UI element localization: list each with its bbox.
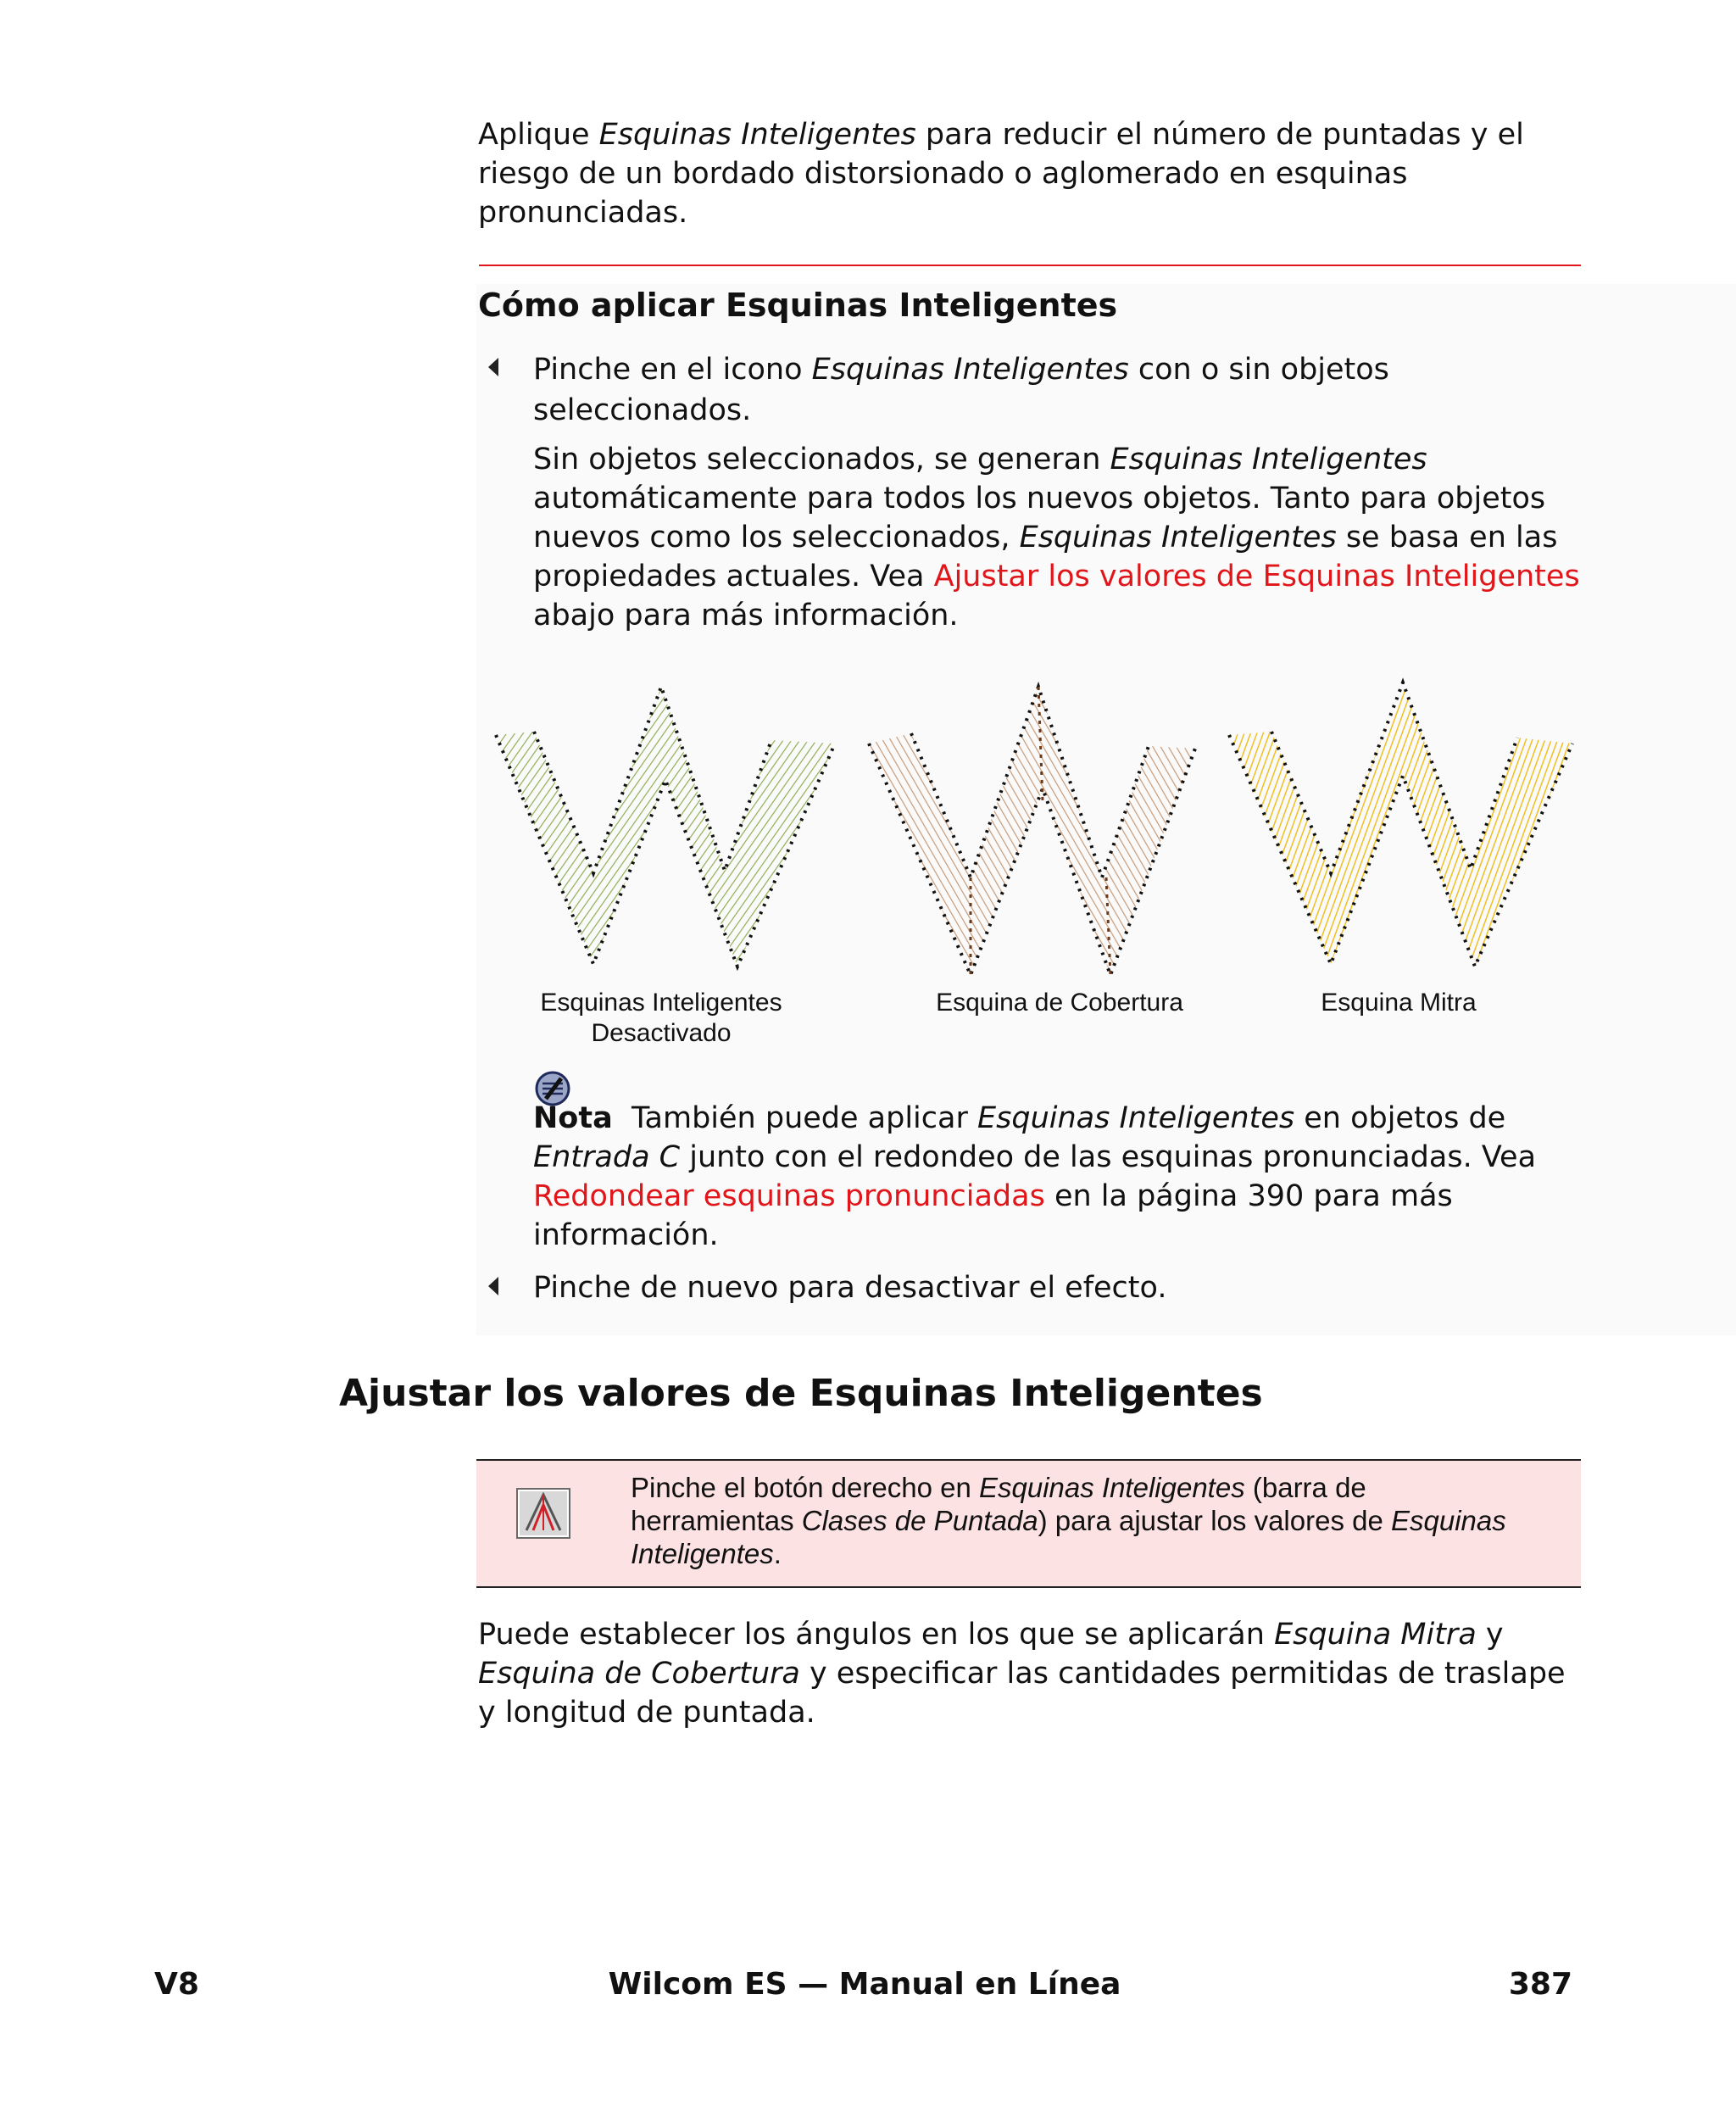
section-heading: Cómo aplicar Esquinas Inteligentes: [478, 287, 1118, 324]
footer-version: V8: [154, 1967, 199, 2002]
step-1: Pinche en el icono Esquinas Inteligentes con o sin objetos seleccionados.: [533, 353, 1389, 427]
note-block: Nota También puede aplicar Esquinas Inteligentes en objetos de Entrada C junto con el redondeo de las esquinas pronunciadas. Vea Redondear esquinas pronunciadas en la página 390 para más información.: [533, 1101, 1537, 1252]
intro-paragraph: Aplique Esquinas Inteligentes para reducir el número de puntadas y el riesgo de un bordado distorsionado o aglomerado en esquinas pronunciadas.: [478, 118, 1524, 230]
link-adjust-smart-corners[interactable]: Ajustar los valores de Esquinas Inteligentes: [933, 560, 1580, 593]
bullet-arrow-icon: [488, 1277, 498, 1295]
figure-caption-miter: Esquina Mitra: [1321, 989, 1477, 1017]
footer-title: Wilcom ES — Manual en Línea: [608, 1967, 1121, 2002]
tip-text: Pinche el botón derecho en Esquinas Inteligentes (barra de herramientas Clases de Puntada) para ajustar los valores de Esquinas Inteligentes.: [631, 1472, 1506, 1569]
page-number: 387: [1508, 1967, 1572, 2002]
corner-comparison-figure: [479, 666, 1581, 988]
figure-caption-off: Esquinas Inteligentes Desactivado: [540, 989, 782, 1047]
toolbar-tip-box: [476, 1459, 1581, 1588]
figure-caption-cover: Esquina de Cobertura: [936, 989, 1183, 1017]
step-2: Pinche de nuevo para desactivar el efecto.: [533, 1271, 1167, 1305]
bullet-arrow-icon: [488, 358, 498, 376]
section-2-heading: Ajustar los valores de Esquinas Inteligentes: [339, 1372, 1263, 1415]
w-sample-miter: [1229, 682, 1572, 967]
section-divider: [479, 265, 1581, 266]
w-sample-cover: [869, 687, 1195, 975]
smart-corners-toolbar-icon[interactable]: [516, 1488, 570, 1539]
link-round-sharp-corners[interactable]: Redondear esquinas pronunciadas: [533, 1179, 1045, 1213]
section-2-paragraph: Puede establecer los ángulos en los que se aplicarán Esquina Mitra y Esquina de Cobertura y especificar las cantidades permitidas de traslape y longitud de puntada.: [478, 1618, 1566, 1730]
note-label: Nota: [533, 1101, 613, 1135]
w-sample-off: [496, 687, 835, 967]
step-1-explanation: Sin objetos seleccionados, se generan Esquinas Inteligentes automáticamente para todos los nuevos objetos. Tanto para objetos nuevos como los seleccionados, Esquinas Inteligentes se basa en las propiedades actuales. Vea Ajustar los valores de Esquinas Inteligentes abajo para más información.: [533, 443, 1580, 632]
